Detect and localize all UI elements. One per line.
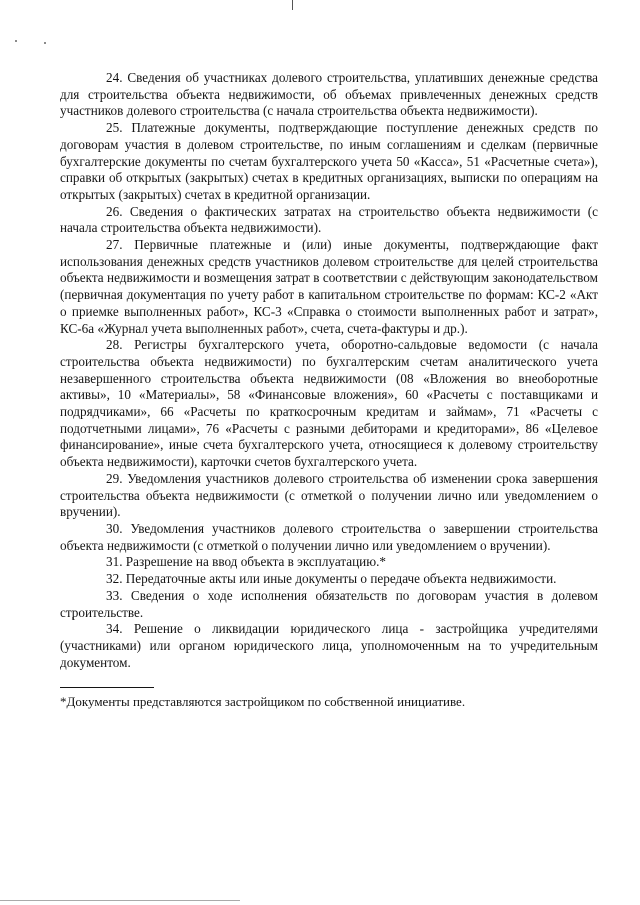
scan-edge-bottom [0, 900, 240, 901]
paragraph-29: 29. Уведомления участников долевого строительства об изменении срока завершения строительства объекта недвижимости (с отметкой о получении лично или уведомлением о вручении). [60, 470, 598, 520]
paragraph-27: 27. Первичные платежные и (или) иные документы, подтверждающие факт использования денежных средств участников долевом строительстве для целей строительства объекта недвижимости и возмещения затрат в соответствии с действующим законодательством (первичная документация по учету работ в капитальном строительстве по формам: КС-2 «Акт о приемке выполненных работ», КС-3 «Справка о стоимости выполненных работ и затрат», КС-6а «Журнал учета выполненных работ», счета, счета-фактуры и др.). [60, 237, 598, 336]
paragraph-31: 31. Разрешение на ввод объекта в эксплуатацию.* [106, 554, 386, 570]
paragraph-32: 32. Передаточные акты или иные документы о передаче объекта недвижимости. [106, 571, 557, 587]
paragraph-28: 28. Регистры бухгалтерского учета, оборотно-сальдовые ведомости (с начала строительства объекта недвижимости) по бухгалтерским счетам аналитического учета незавершенного строительства объекта недвижимости (08 «Вложения во внеоборотные активы», 10 «Материалы», 58 «Финансовые вложения», 60 «Расчеты с поставщиками и подрядчиками», 66 «Расчеты по краткосрочным кредитам и займам», 71 «Расчеты с подотчетными лицами», 76 «Расчеты с разными дебиторами и кредиторами», 86 «Целевое финансирование», иные счета бухгалтерского учета, относящиеся к долевому строительству объекта недвижимости), карточки счетов бухгалтерского учета. [60, 337, 598, 470]
footnote-separator [60, 687, 154, 688]
footnote: *Документы представляются застройщиком по собственной инициативе. [60, 694, 466, 710]
paragraph-24: 24. Сведения об участниках долевого строительства, уплативших денежные средства для строительства объекта недвижимости, об объемах привлеченных денежных средств участников долевого строительства (с начала строительства объекта недвижимости). [60, 70, 598, 119]
scan-mark-top [292, 0, 293, 10]
paragraph-30: 30. Уведомления участников долевого строительства о завершении строительства объекта недвижимости (с отметкой о получении лично или уведомлением о вручении). [60, 520, 598, 553]
paragraph-34: 34. Решение о ликвидации юридического лица - застройщика учредителями (участниками) или органом юридического лица, уполномоченным на то учредительным документом. [60, 621, 598, 670]
paragraph-33: 33. Сведения о ходе исполнения обязательств по договорам участия в долевом строительстве. [60, 587, 598, 620]
scan-dot [15, 40, 17, 42]
paragraph-26: 26. Сведения о фактических затратах на строительство объекта недвижимости (с начала строительства объекта недвижимости). [60, 203, 598, 236]
document-page [60, 70, 598, 710]
paragraph-25: 25. Платежные документы, подтверждающие поступление денежных средств по договорам участия в долевом строительстве, по иным соглашениям и сделкам (первичные бухгалтерские документы по счетам бухгалтерского учета 50 «Касса», 51 «Расчетные счета»), справки об открытых (закрытых) счетах в кредитных организациях, выписки по операциям на открытых (закрытых) счетах в кредитной организации. [60, 120, 598, 202]
scan-dot [44, 42, 46, 44]
